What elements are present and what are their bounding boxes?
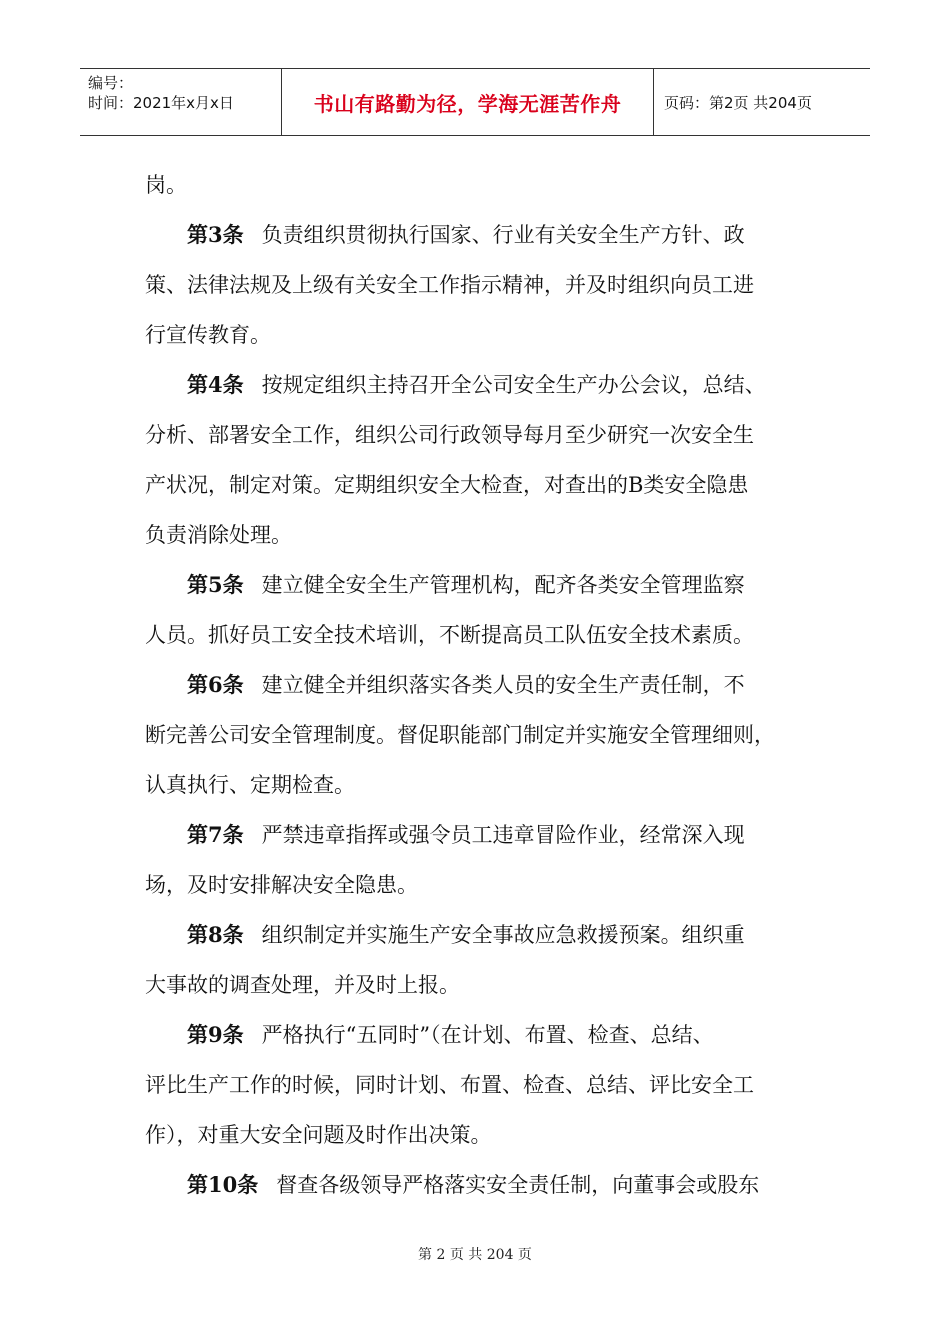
article-text: 产状况，制定对策。定期组织安全大检查，对查出的B类安全隐患	[145, 473, 749, 497]
header-meta-cell	[80, 69, 282, 135]
article-line	[145, 310, 810, 360]
article-paragraph	[145, 560, 810, 660]
continuation-line: 岗。	[145, 173, 187, 197]
article-paragraph	[145, 660, 810, 810]
article-text: 按规定组织主持召开全公司安全生产办公会议，总结、	[261, 373, 766, 397]
article-list	[145, 210, 810, 1210]
article-line	[145, 610, 810, 660]
article-number: 第8条	[187, 922, 244, 947]
article-number: 第6条	[187, 672, 244, 697]
article-number: 第5条	[187, 572, 244, 597]
article-number: 第4条	[187, 372, 244, 397]
article-line	[145, 410, 810, 460]
article-number: 第10条	[187, 1172, 259, 1197]
article-line	[145, 260, 810, 310]
article-text: 组织制定并实施生产安全事故应急救援预案。组织重	[261, 923, 745, 947]
article-text: 策、法律法规及上级有关安全工作指示精神，并及时组织向员工进	[145, 273, 754, 297]
article-line	[145, 710, 810, 760]
article-line	[145, 460, 810, 510]
article-paragraph	[145, 360, 810, 560]
article-line	[145, 660, 810, 710]
article-text: 断完善公司安全管理制度。督促职能部门制定并实施安全管理细则，	[145, 723, 775, 747]
article-line	[145, 560, 810, 610]
header-page-info: 页码：第2页 共204页	[664, 93, 812, 112]
header-motto-cell	[282, 69, 654, 135]
article-text: 行宣传教育。	[145, 323, 271, 347]
article-line	[145, 910, 810, 960]
article-line	[145, 1060, 810, 1110]
article-text: 分析、部署安全工作，组织公司行政领导每月至少研究一次安全生	[145, 423, 754, 447]
article-line	[145, 360, 810, 410]
article-paragraph	[145, 810, 810, 910]
document-body	[145, 160, 810, 1210]
article-line	[145, 1110, 810, 1160]
article-line	[145, 1010, 810, 1060]
document-header	[80, 68, 870, 136]
article-number: 第9条	[187, 1022, 244, 1047]
article-text: 负责消除处理。	[145, 523, 292, 547]
article-line	[145, 210, 810, 260]
article-text: 建立健全并组织落实各类人员的安全生产责任制，不	[261, 673, 745, 697]
article-line	[145, 510, 810, 560]
article-text: 严格执行“五同时”（在计划、布置、检查、总结、	[261, 1023, 714, 1047]
article-line	[145, 810, 810, 860]
page-footer: 第 2 页 共 204 页	[418, 1247, 532, 1263]
article-text: 认真执行、定期检查。	[145, 773, 355, 797]
header-motto: 书山有路勤为径，学海无涯苦作舟	[313, 91, 622, 116]
header-page-cell	[654, 69, 870, 135]
article-text: 负责组织贯彻执行国家、行业有关安全生产方针、政	[261, 223, 745, 247]
article-paragraph	[145, 910, 810, 1010]
article-paragraph	[145, 1160, 810, 1210]
article-paragraph	[145, 1010, 810, 1160]
document-number-label: 编号：	[88, 74, 134, 92]
article-line	[145, 960, 810, 1010]
article-text: 督查各级领导严格落实安全责任制，向董事会或股东	[276, 1173, 760, 1197]
article-line	[145, 1160, 810, 1210]
article-text: 场，及时安排解决安全隐患。	[145, 873, 418, 897]
article-text: 建立健全安全生产管理机构，配齐各类安全管理监察	[261, 573, 745, 597]
article-text: 作），对重大安全问题及时作出决策。	[145, 1123, 492, 1147]
article-number: 第7条	[187, 822, 244, 847]
article-line	[145, 860, 810, 910]
document-time-label: 时间：2021年x月x日	[88, 94, 234, 112]
article-text: 评比生产工作的时候，同时计划、布置、检查、总结、评比安全工	[145, 1073, 754, 1097]
article-paragraph	[145, 210, 810, 360]
article-text: 严禁违章指挥或强令员工违章冒险作业，经常深入现	[261, 823, 745, 847]
article-number: 第3条	[187, 222, 244, 247]
article-text: 大事故的调查处理，并及时上报。	[145, 973, 460, 997]
article-text: 人员。抓好员工安全技术培训，不断提高员工队伍安全技术素质。	[145, 623, 754, 647]
article-line	[145, 760, 810, 810]
